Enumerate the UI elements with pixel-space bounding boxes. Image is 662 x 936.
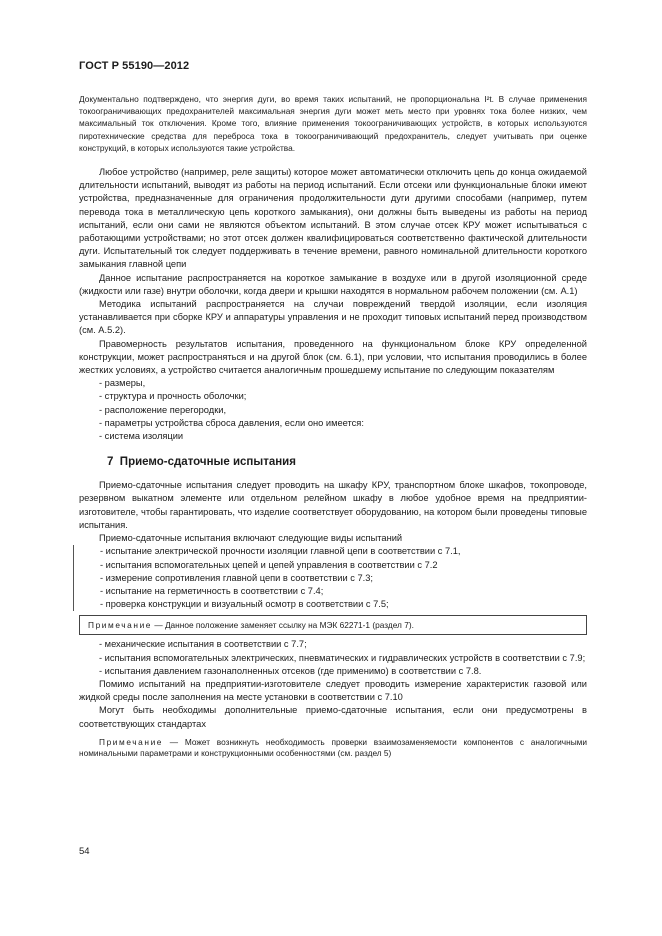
note-text: — Может возникнуть необходимость проверки взаимозаменяемости компонентов с аналогичными номинальными параметрами и конструкционными особенностями (см. раздел 5) <box>79 736 587 759</box>
paragraph: Помимо испытаний на предприятии-изготовителе следует проводить измерение характеристик газовой или жидкой среды после заполнения на месте установки в соответствии с 7.10 <box>79 678 587 703</box>
list-item: - измерение сопротивления главной цепи в соответствии с 7.3; <box>100 572 374 583</box>
criteria-list <box>79 377 587 443</box>
paragraph: Любое устройство (например, реле защиты) которое может автоматически отключить цепь до конца ожидаемой длительности испытаний, выводят из работы на период испытаний. Если отсеки или функциональные блоки имеют устройства, предназначенные для ограничения продолжительности дуги другими способами (например, путем перевода тока в металлическую цепь короткого замыкания), они должны быть выведены из работы на период испытаний, если они сами не являются объектом испытаний. В этом случае отсек КРУ может испытываться с работающими устройствами; но этот отсек должен квалифицироваться соответственно фактической длительности дуги. Испытательный ток следует поддерживать в течение времени, равного номинальной длительности короткого замыкания главной цепи <box>79 167 587 270</box>
list-item: - испытания вспомогательных электрических, пневматических и гидравлических устройств в соответствии с 7.9; <box>99 652 586 663</box>
tests-list <box>73 545 587 611</box>
list-item: - испытания давлением газонаполненных отсеков (где применимо) в соответствии с 7.8. <box>99 665 482 676</box>
paragraph: Приемо-сдаточные испытания включают следующие виды испытаний <box>99 533 403 544</box>
note-label: Примечание <box>88 620 153 631</box>
list-item: - испытание на герметичность в соответствии с 7.4; <box>100 585 324 596</box>
list-item: - проверка конструкции и визуальный осмотр в соответствии с 7.5; <box>100 599 389 610</box>
page-content <box>79 93 587 760</box>
note-box <box>79 615 587 635</box>
list-item: - испытания вспомогательных цепей и цепей управления в соответствии с 7.2 <box>100 559 438 570</box>
section-heading <box>107 455 587 469</box>
note-label: Примечание <box>99 736 164 747</box>
list-item: - система изоляции <box>99 431 184 442</box>
list-item: - параметры устройства сброса давления, если оно имеется: <box>99 417 364 428</box>
intro-small-text: Документально подтверждено, что энергия дуги, во время таких испытаний, не пропорциональна I²t. В случае применения токоограничивающих предохранителей максимальная энергия дуги может меть место при уровнях тока более низких, чем максимальный ток отключения. Кроме того, влияние применения токоограничивающих устройств, в которых используются пиротехнические средства для переброса тока в токоограничивающий предохранитель, следует учитывать при оценке конструкций, в которых используются такие устройства. <box>79 94 587 153</box>
list-item: - размеры, <box>99 378 146 389</box>
note-text: — Данное положение заменяет ссылку на МЭК 62271-1 (раздел 7). <box>152 620 414 631</box>
list-item: - расположение перегородки, <box>99 404 227 415</box>
paragraph: Приемо-сдаточные испытания следует проводить на шкафу КРУ, транспортном блоке шкафов, токопроводе, резервном выкатном элементе или отдельном релейном шкафу в любое удобное время на предприятии-изготовителе, чтобы гарантировать, что изделие соответствует оборудованию, на котором были проведены типовые испытания. <box>79 480 587 530</box>
section-title: Приемо-сдаточные испытания <box>119 456 296 469</box>
list-item: - механические испытания в соответствии с 7.7; <box>99 639 307 650</box>
paragraph: Методика испытаний распространяется на случаи повреждений твердой изоляции, если изоляция устанавливается при сборке КРУ и аппаратуры управления и не проходит типовых испытаний перед производством (см. А.5.2). <box>79 299 587 336</box>
note-paragraph <box>79 737 587 760</box>
list-item: - испытание электрической прочности изоляции главной цепи в соответствии с 7.1, <box>100 546 461 557</box>
section-number: 7 <box>107 456 114 469</box>
page-number: 54 <box>79 846 90 857</box>
paragraph: Могут быть необходимы дополнительные приемо-сдаточные испытания, если они предусмотрены в соответствующих стандартах <box>79 705 587 729</box>
standard-header: ГОСТ Р 55190—2012 <box>79 60 190 72</box>
list-item: - структура и прочность оболочки; <box>99 391 247 402</box>
paragraph: Данное испытание распространяется на короткое замыкание в воздухе или в другой изоляционной среде (жидкости или газе) внутри оболочки, когда двери и крышки находятся в нормальном рабочем положении (см. А.1) <box>79 272 587 296</box>
paragraph: Правомерность результатов испытания, проведенного на функциональном блоке КРУ определенной конструкции, может распространяться и на другой блок (см. 6.1), при условии, что испытания проводились в более жестких условиях, а устройство считается аналогичным прошедшему испытание по следующим показателям <box>79 338 587 376</box>
